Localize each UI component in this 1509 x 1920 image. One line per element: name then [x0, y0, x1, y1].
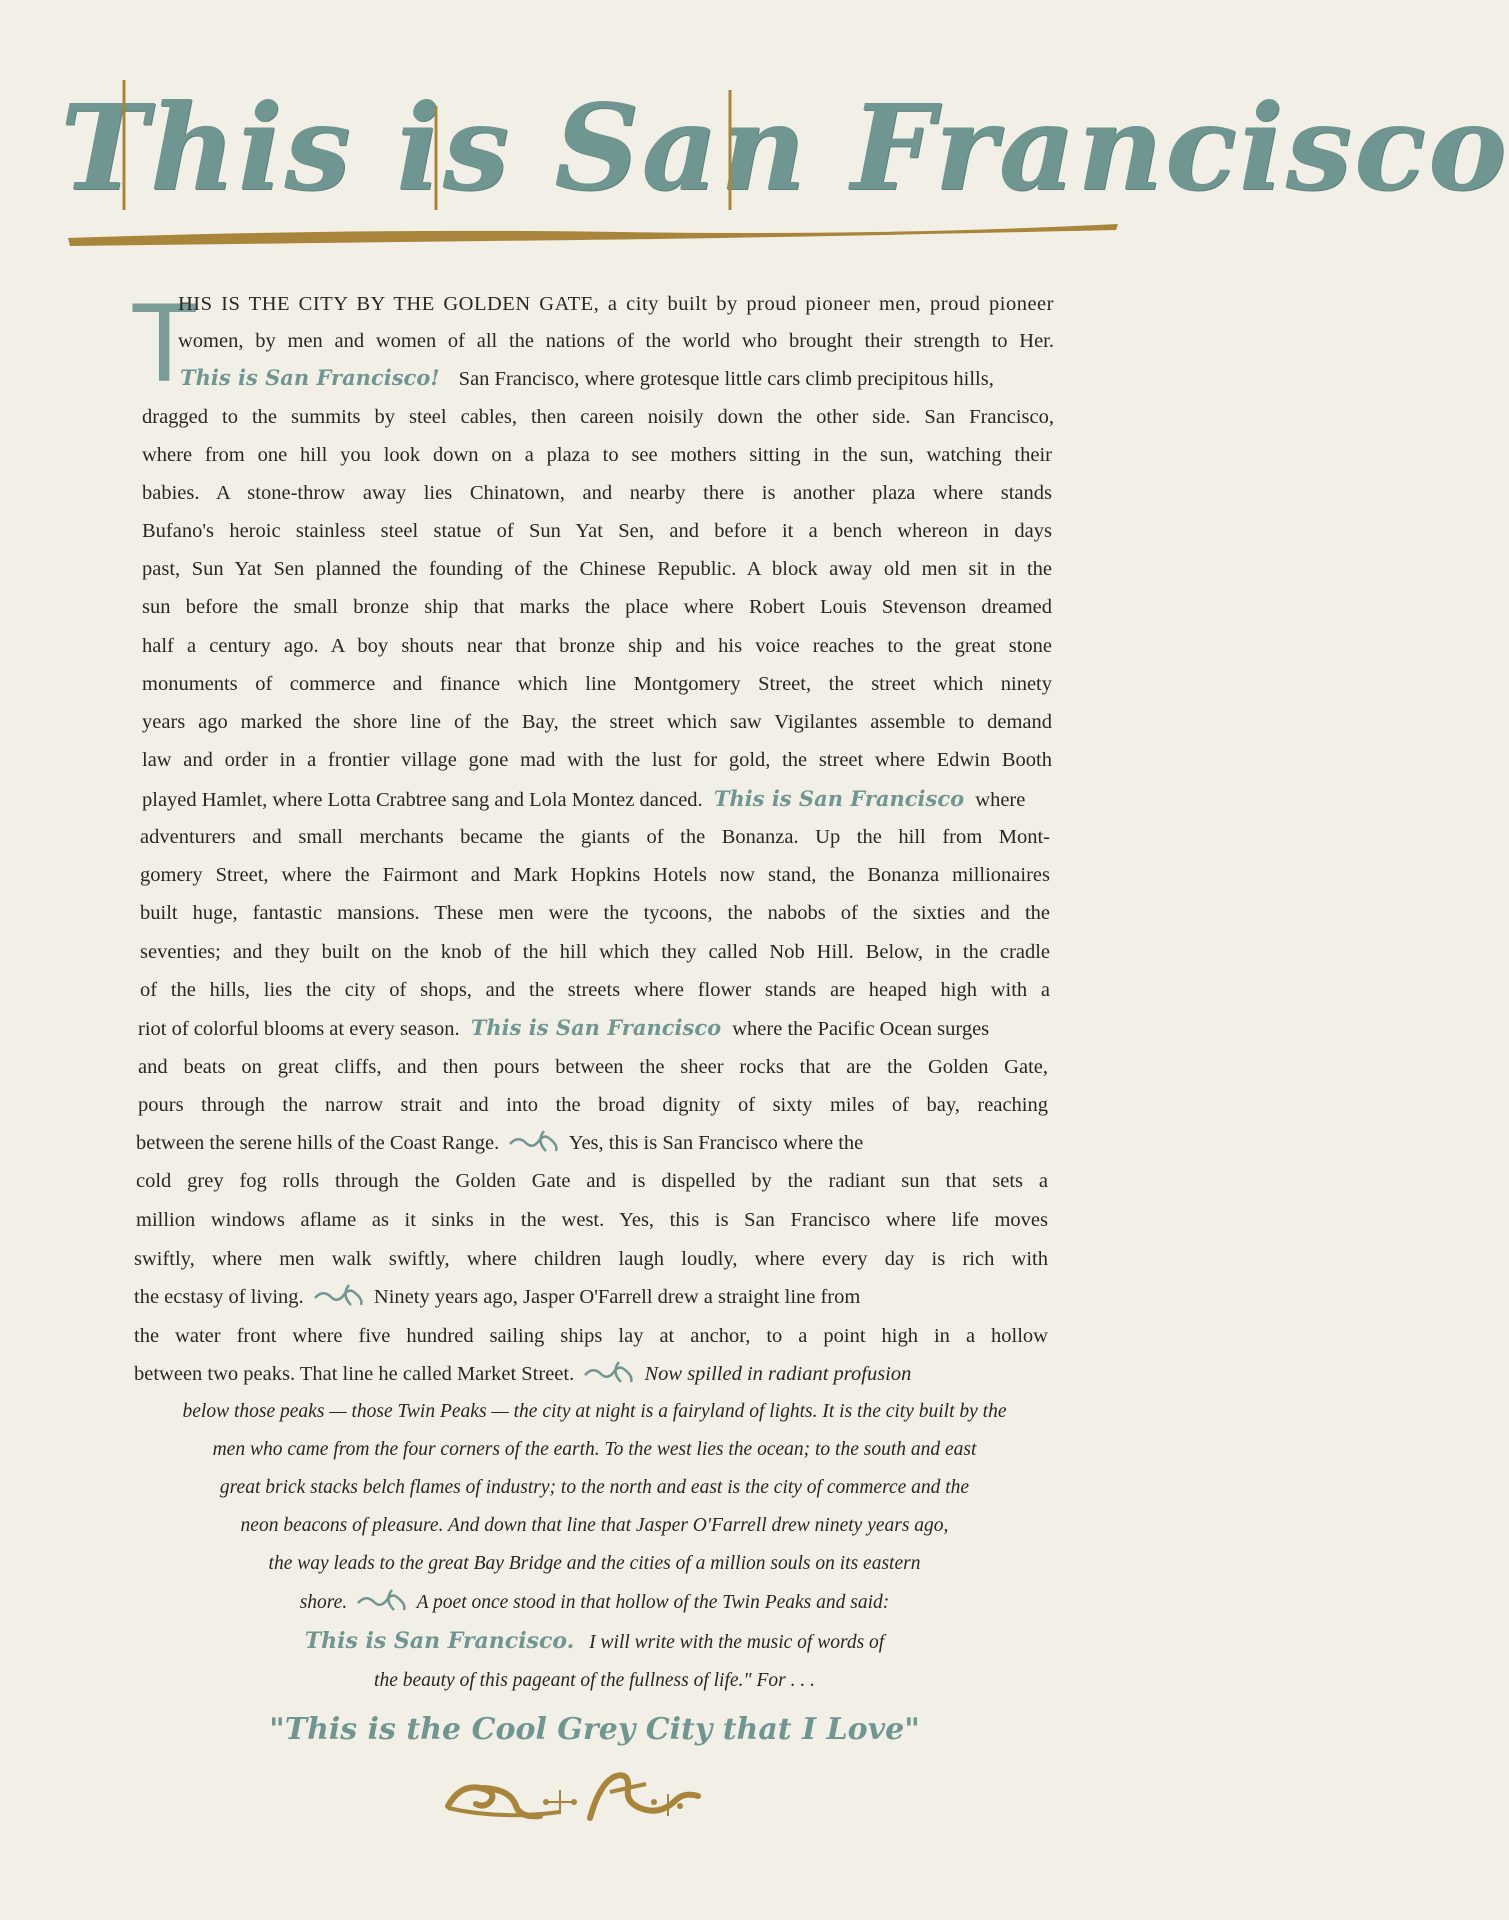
- text-line: the beauty of this pageant of the fullness of life." For . . .: [374, 1670, 815, 1691]
- text-segment: between two peaks. That line he called Market Street.: [134, 1363, 575, 1385]
- text-segment: where: [975, 789, 1026, 811]
- text-line: [0, 1627, 1189, 1657]
- text-segment: Now spilled in radiant profusion: [644, 1363, 912, 1385]
- text-line: men who came from the four corners of the earth. To the west lies the ocean; to the south and east: [212, 1439, 977, 1460]
- closing-quote: "This is the Cool Grey City that I Love": [269, 1712, 920, 1747]
- text-line: of the hills, lies the city of shops, and the streets where flower stands are heaped high with a: [140, 979, 1050, 1001]
- text-segment: I will write with the music of words of: [589, 1632, 885, 1653]
- closing-ornament-icon: [440, 1762, 710, 1832]
- text-line: the way leads to the great Bay Bridge and the cities of a million souls on its eastern: [268, 1553, 921, 1574]
- text-line: seventies; and they built on the knob of the hill which they called Nob Hill. Below, in the cradle: [140, 941, 1050, 963]
- text-line: babies. A stone-throw away lies Chinatown, and nearby there is another plaza where stands: [142, 482, 1052, 504]
- text-line: half a century ago. A boy shouts near that bronze ship and his voice reaches to the great stone: [142, 635, 1052, 657]
- text-line: adventurers and small merchants became the giants of the Bonanza. Up the hill from Mont-: [140, 826, 1050, 848]
- flourish-icon: [506, 1129, 562, 1155]
- flourish-icon: [581, 1360, 637, 1386]
- text-line: [136, 1129, 1048, 1157]
- page-title: This is San Francisco: [60, 78, 1509, 217]
- text-line: cold grey fog rolls through the Golden Gate and is dispelled by the radiant sun that sets a: [136, 1170, 1048, 1192]
- text-segment: shore.: [299, 1592, 348, 1613]
- text-line: dragged to the summits by steel cables, then careen noisily down the other side. San Francisco,: [142, 406, 1054, 428]
- text-line: [142, 785, 1052, 814]
- text-segment: Yes, this is San Francisco where the: [568, 1132, 864, 1154]
- city-phrase: This is San Francisco: [470, 1015, 722, 1040]
- flourish-icon: [354, 1588, 410, 1614]
- text-segment: San Francisco, where grotesque little cars climb precipitous hills,: [458, 368, 994, 390]
- text-line: where from one hill you look down on a plaza to see mothers sitting in the sun, watching their: [142, 444, 1052, 466]
- text-segment: A poet once stood in that hollow of the Twin Peaks and said:: [416, 1592, 890, 1613]
- text-line: the water front where five hundred sailing ships lay at anchor, to a point high in a hollow: [134, 1325, 1048, 1347]
- city-phrase: This is San Francisco: [713, 786, 965, 811]
- flourish-icon: [311, 1283, 367, 1309]
- text-segment: between the serene hills of the Coast Range.: [136, 1132, 500, 1154]
- text-line: [134, 1283, 1048, 1311]
- text-line: years ago marked the shore line of the Bay, the street which saw Vigilantes assemble to demand: [142, 711, 1052, 733]
- text-segment: Ninety years ago, Jasper O'Farrell drew a straight line from: [373, 1286, 861, 1308]
- text-line: built huge, fantastic mansions. These men were the tycoons, the nabobs of the sixties and the: [140, 902, 1050, 924]
- text-line: sun before the small bronze ship that marks the place where Robert Louis Stevenson dreamed: [142, 596, 1052, 618]
- text-segment: where the Pacific Ocean surges: [732, 1018, 990, 1040]
- city-phrase: This is San Francisco!: [180, 365, 440, 390]
- text-line: monuments of commerce and finance which line Montgomery Street, the street which ninety: [142, 673, 1052, 695]
- text-line: [180, 364, 1054, 393]
- text-line: million windows aflame as it sinks in the west. Yes, this is San Francisco where life moves: [136, 1209, 1048, 1231]
- text-segment: riot of colorful blooms at every season.: [138, 1018, 460, 1040]
- text-line: law and order in a frontier village gone mad with the lust for gold, the street where Edwin Booth: [142, 749, 1052, 771]
- text-line: pours through the narrow strait and into the broad dignity of sixty miles of bay, reaching: [138, 1094, 1048, 1116]
- text-line: great brick stacks belch flames of industry; to the north and east is the city of commerce and the: [219, 1477, 970, 1498]
- drop-cap: T: [130, 280, 199, 405]
- text-line: past, Sun Yat Sen planned the founding of the Chinese Republic. A block away old men sit in the: [142, 558, 1052, 580]
- text-segment: the ecstasy of living.: [134, 1286, 304, 1308]
- text-line: women, by men and women of all the nations of the world who brought their strength to Her.: [178, 330, 1054, 352]
- text-line: [138, 1014, 1050, 1043]
- text-line: swiftly, where men walk swiftly, where children laugh loudly, where every day is rich with: [134, 1248, 1048, 1270]
- text-segment: played Hamlet, where Lotta Crabtree sang and Lola Montez danced.: [142, 789, 703, 811]
- text-line: below those peaks — those Twin Peaks — the city at night is a fairyland of lights. It is the city built by the: [182, 1401, 1007, 1422]
- text-line: gomery Street, where the Fairmont and Mark Hopkins Hotels now stand, the Bonanza millionaires: [140, 864, 1050, 886]
- text-line: neon beacons of pleasure. And down that line that Jasper O'Farrell drew ninety years ago,: [240, 1515, 949, 1536]
- city-phrase: This is San Francisco.: [304, 1628, 575, 1654]
- text-line: [0, 1588, 1189, 1617]
- text-line: HIS IS THE CITY BY THE GOLDEN GATE, a city built by proud pioneer men, proud pioneer: [178, 293, 1054, 315]
- text-line: Bufano's heroic stainless steel statue of Sun Yat Sen, and before it a bench whereon in days: [142, 520, 1052, 542]
- text-line: and beats on great cliffs, and then pours between the sheer rocks that are the Golden Gate,: [138, 1056, 1048, 1078]
- text-line: [134, 1360, 1048, 1388]
